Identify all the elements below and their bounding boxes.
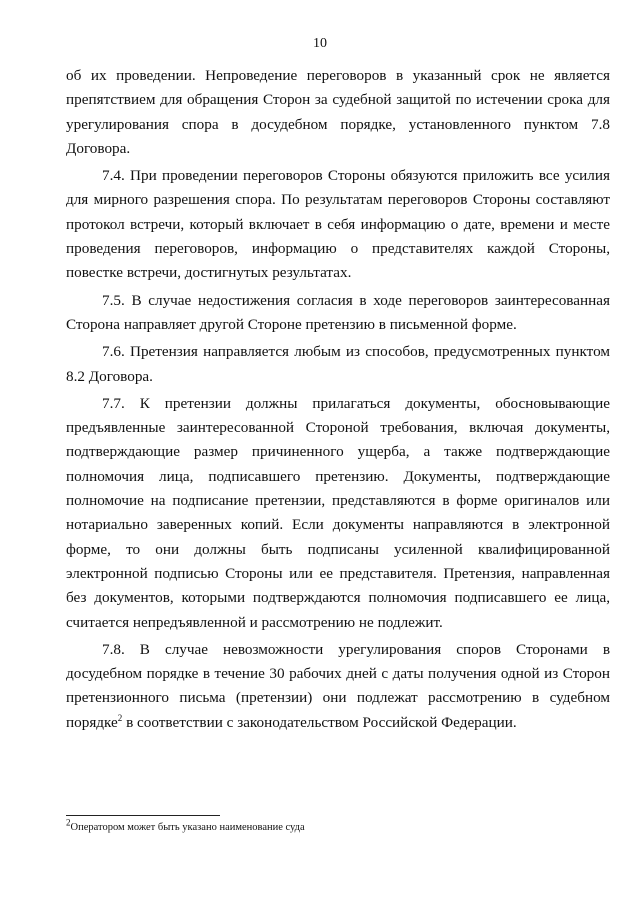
footnote-text: Оператором может быть указано наименование суда: [70, 822, 305, 833]
clause-7-5: 7.5. В случае недостижения согласия в ходе переговоров заинтересованная Сторона направляет другой Стороне претензию в письменной форме.: [66, 291, 610, 333]
page-number: 10: [313, 36, 327, 51]
footnote-divider: [66, 815, 220, 816]
body-text: [66, 64, 610, 735]
clause-7-7: 7.7. К претензии должны прилагаться документы, обосновывающие предъявленные заинтересованной Стороной требования, включая документы, подтверждающие размер причиненного ущерба, а также подтверждающие полномочия лица, подписавшего претензию. Документы, подтверждающие полномочие на подписание претензии, представляются в форме оригиналов или нотариально заверенных копий. Если документы направляются в электронной форме, то они должны быть подписаны усиленной квалифицированной электронной подписью Стороны или ее представителя. Претензия, направленная без документов, которыми подтверждаются полномочия подписавшего ее лица, считается непредъявленной и рассмотрению не подлежит.: [66, 394, 610, 631]
clause-7-8-text: 7.8. В случае невозможности урегулирования споров Сторонами в досудебном порядке в течение 30 рабочих дней с даты получения одной из Сторон претензионного письма (претензии) они подлежат рассмотрению в судебном порядке: [66, 640, 610, 731]
footnote-reference: 2: [117, 712, 123, 723]
clause-7-6: 7.6. Претензия направляется любым из способов, предусмотренных пунктом 8.2 Договора.: [66, 343, 610, 385]
clause-7-8-text-end: в соответствии с законодательством Российской Федерации.: [122, 713, 517, 731]
clause-7-4: 7.4. При проведении переговоров Стороны обязуются приложить все усилия для мирного разрешения спора. По результатам переговоров Стороны составляют протокол встречи, который включает в себя информацию о дате, времени и месте проведения переговоров, информацию о представителях каждой Стороны, повестке встречи, достигнутых результатах.: [66, 167, 610, 282]
footnote-mark: 2: [66, 817, 71, 828]
footnote: [66, 817, 610, 834]
clause-7-8: [66, 638, 610, 735]
paragraph-continuation: об их проведении. Непроведение переговоров в указанный срок не является препятствием для обращения Сторон за судебной защитой по истечении срока для урегулирования спора в досудебном порядке, установленного пунктом 7.8 Договора.: [66, 67, 610, 157]
